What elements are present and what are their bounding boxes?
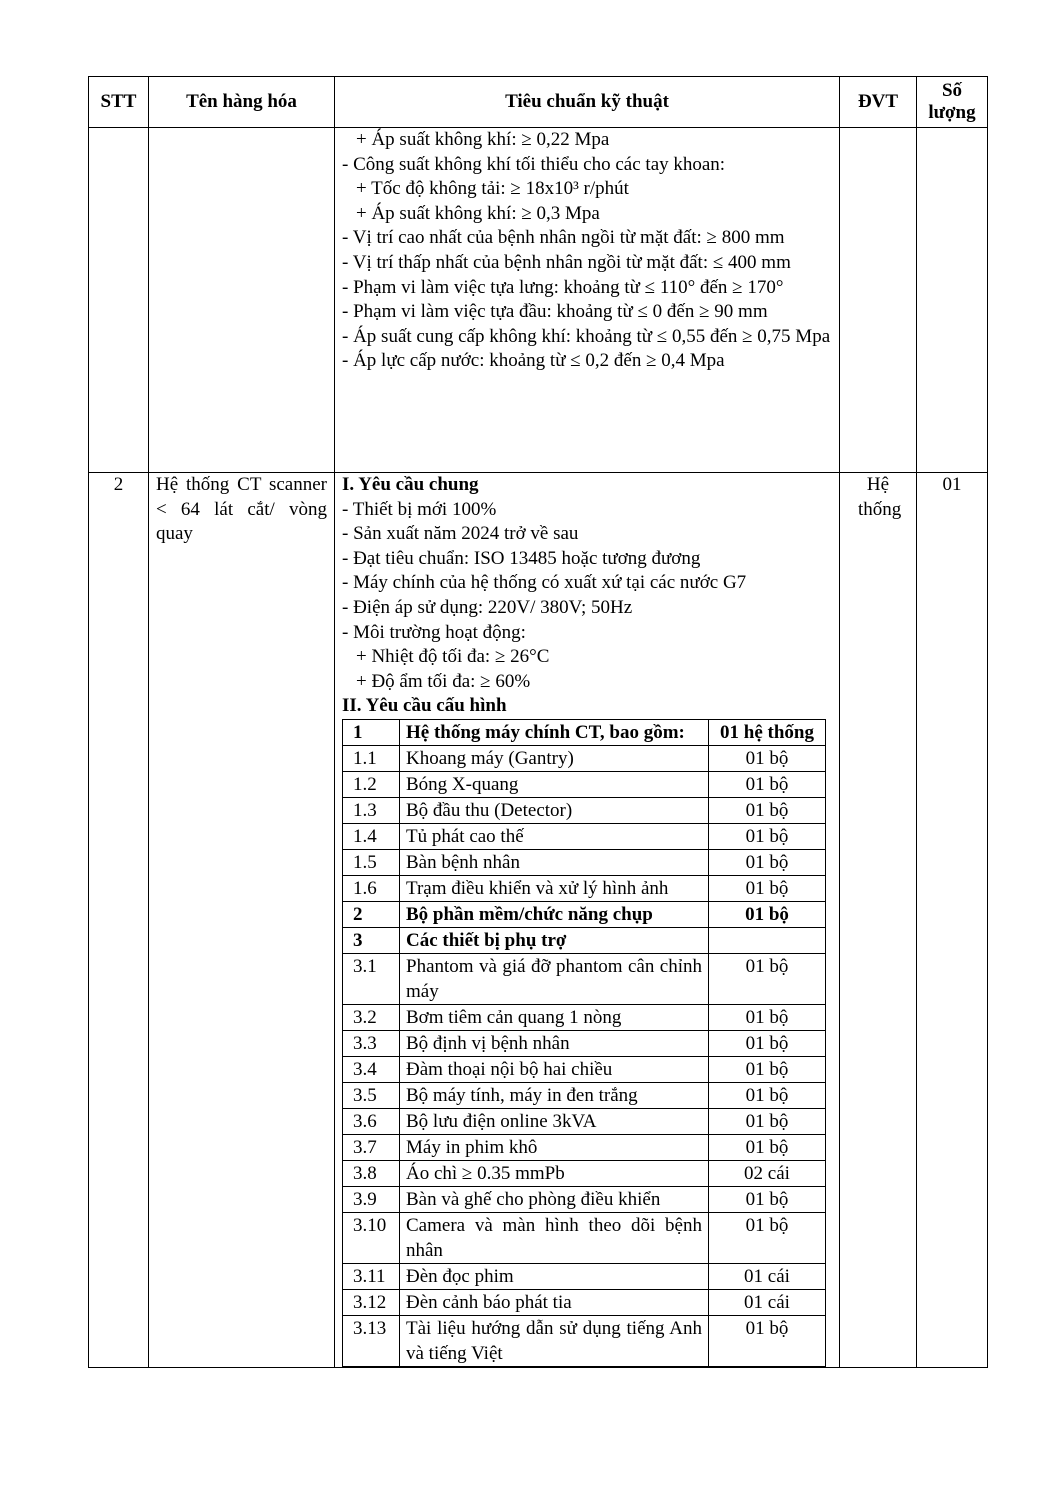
spec-line: + Độ ẩm tối đa: ≥ 60% xyxy=(356,670,531,692)
config-qty: 01 bộ xyxy=(709,771,826,797)
spec-line: - Môi trường hoạt động: xyxy=(342,621,526,643)
row2-stt: 2 xyxy=(89,473,149,1368)
config-row xyxy=(343,771,826,797)
config-row xyxy=(343,1030,826,1056)
config-item-name: Bơm tiêm cản quang 1 nòng xyxy=(400,1004,709,1030)
config-item-name: Bộ đầu thu (Detector) xyxy=(400,797,709,823)
config-qty: 01 bộ xyxy=(709,823,826,849)
spec-line: + Nhiệt độ tối đa: ≥ 26°C xyxy=(356,646,550,668)
config-num: 1 xyxy=(343,719,400,745)
spec-line: - Máy chính của hệ thống có xuất xứ tại các nước G7 xyxy=(342,572,747,594)
config-row xyxy=(343,1082,826,1108)
row1-spec xyxy=(335,128,840,473)
config-qty: 01 bộ xyxy=(709,1108,826,1134)
config-qty: 01 bộ xyxy=(709,1082,826,1108)
config-item-name: Đèn cảnh báo phát tia xyxy=(400,1289,709,1315)
config-num: 3.2 xyxy=(343,1004,400,1030)
config-item-name: Trạm điều khiển và xử lý hình ảnh xyxy=(400,875,709,901)
spec-line: - Vị trí cao nhất của bệnh nhân ngồi từ mặt đất: ≥ 800 mm xyxy=(342,227,785,249)
config-row xyxy=(343,1056,826,1082)
row2-unit xyxy=(840,473,917,1368)
config-row xyxy=(343,1134,826,1160)
config-item-name: Đèn đọc phim xyxy=(400,1263,709,1289)
config-num: 3 xyxy=(343,927,400,953)
config-item-name: Các thiết bị phụ trợ xyxy=(400,927,709,953)
spec-line: - Công suất không khí tối thiểu cho các tay khoan: xyxy=(342,153,726,175)
config-item-name: Camera và màn hình theo dõi bệnh nhân xyxy=(400,1212,709,1263)
config-row xyxy=(343,823,826,849)
spec-line: - Thiết bị mới 100% xyxy=(342,498,497,520)
row2-name-text: Hệ thống CT scanner < 64 lát cắt/ vòng quay xyxy=(156,474,327,545)
row2-name xyxy=(149,473,335,1368)
config-item-name: Bàn và ghế cho phòng điều khiển xyxy=(400,1186,709,1212)
spec-line: + Tốc độ không tải: ≥ 18x10³ r/phút xyxy=(356,178,629,200)
specification-table xyxy=(88,76,988,1368)
config-row xyxy=(343,875,826,901)
config-item-name: Bàn bệnh nhân xyxy=(400,849,709,875)
config-qty: 01 bộ xyxy=(709,797,826,823)
spec-line: - Áp lực cấp nước: khoảng từ ≤ 0,2 đến ≥ 0,4 Mpa xyxy=(342,350,725,372)
config-qty: 01 bộ xyxy=(709,1004,826,1030)
config-qty: 01 bộ xyxy=(709,745,826,771)
config-item-name: Bộ phần mềm/chức năng chụp xyxy=(400,901,709,927)
config-num: 1.3 xyxy=(343,797,400,823)
config-num: 2 xyxy=(343,901,400,927)
spec-line: - Vị trí thấp nhất của bệnh nhân ngồi từ mặt đất: ≤ 400 mm xyxy=(342,251,791,273)
config-row xyxy=(343,1263,826,1289)
table-header-row xyxy=(89,77,988,128)
config-num: 3.13 xyxy=(343,1315,400,1366)
config-item-name: Phantom và giá đỡ phantom cân chỉnh máy xyxy=(400,953,709,1004)
row2-spec xyxy=(335,473,840,1368)
config-item-name: Hệ thống máy chính CT, bao gồm: xyxy=(400,719,709,745)
config-row xyxy=(343,1289,826,1315)
config-row xyxy=(343,953,826,1004)
config-item-name: Áo chì ≥ 0.35 mmPb xyxy=(400,1160,709,1186)
config-qty: 02 cái xyxy=(709,1160,826,1186)
header-spec: Tiêu chuẩn kỹ thuật xyxy=(335,77,840,128)
section2-title: II. Yêu cầu cấu hình xyxy=(342,695,507,717)
row1-name xyxy=(149,128,335,473)
config-item-name: Tủ phát cao thế xyxy=(400,823,709,849)
config-row xyxy=(343,1315,826,1366)
config-row xyxy=(343,1108,826,1134)
config-num: 3.9 xyxy=(343,1186,400,1212)
config-num: 3.3 xyxy=(343,1030,400,1056)
config-row xyxy=(343,901,826,927)
config-qty: 01 bộ xyxy=(709,1186,826,1212)
config-qty: 01 bộ xyxy=(709,1134,826,1160)
row1-stt xyxy=(89,128,149,473)
config-item-name: Bộ định vị bệnh nhân xyxy=(400,1030,709,1056)
config-row xyxy=(343,797,826,823)
config-num: 3.7 xyxy=(343,1134,400,1160)
config-row xyxy=(343,1186,826,1212)
config-qty: 01 cái xyxy=(709,1263,826,1289)
config-qty: 01 bộ xyxy=(709,953,826,1004)
config-item-name: Bộ máy tính, máy in đen trắng xyxy=(400,1082,709,1108)
config-qty: 01 bộ xyxy=(709,849,826,875)
spec-line: + Áp suất không khí: ≥ 0,3 Mpa xyxy=(356,202,600,224)
config-num: 1.4 xyxy=(343,823,400,849)
config-qty: 01 bộ xyxy=(709,1056,826,1082)
config-qty: 01 cái xyxy=(709,1289,826,1315)
spec-line: - Phạm vi làm việc tựa lưng: khoảng từ ≤ 110° đến ≥ 170° xyxy=(342,276,784,298)
config-num: 3.11 xyxy=(343,1263,400,1289)
header-stt: STT xyxy=(89,77,149,128)
config-qty xyxy=(709,927,826,953)
config-num: 1.1 xyxy=(343,745,400,771)
config-qty: 01 bộ xyxy=(709,1212,826,1263)
config-num: 3.4 xyxy=(343,1056,400,1082)
spec-line: - Áp suất cung cấp không khí: khoảng từ ≤ 0,55 đến ≥ 0,75 Mpa xyxy=(342,325,831,347)
config-qty: 01 bộ xyxy=(709,1030,826,1056)
config-qty: 01 hệ thống xyxy=(709,719,826,745)
row1-unit xyxy=(840,128,917,473)
spec-line: - Điện áp sử dụng: 220V/ 380V; 50Hz xyxy=(342,596,633,618)
row2-qty: 01 xyxy=(917,473,988,1368)
config-item-name: Máy in phim khô xyxy=(400,1134,709,1160)
config-num: 3.8 xyxy=(343,1160,400,1186)
spec-line: - Phạm vi làm việc tựa đầu: khoảng từ ≤ 0 đến ≥ 90 mm xyxy=(342,301,768,323)
config-item-name: Bộ lưu điện online 3kVA xyxy=(400,1108,709,1134)
spec-line: + Áp suất không khí: ≥ 0,22 Mpa xyxy=(356,129,610,150)
config-qty: 01 bộ xyxy=(709,875,826,901)
config-num: 1.5 xyxy=(343,849,400,875)
config-num: 3.1 xyxy=(343,953,400,1004)
row2-unit-text: Hệ thống xyxy=(858,474,902,520)
config-row xyxy=(343,745,826,771)
config-row xyxy=(343,849,826,875)
config-row xyxy=(343,719,826,745)
config-num: 1.6 xyxy=(343,875,400,901)
config-num: 1.2 xyxy=(343,771,400,797)
config-row xyxy=(343,1004,826,1030)
header-unit: ĐVT xyxy=(840,77,917,128)
config-num: 3.6 xyxy=(343,1108,400,1134)
config-item-name: Khoang máy (Gantry) xyxy=(400,745,709,771)
config-table xyxy=(342,719,826,1367)
table-row-ct-scanner xyxy=(89,473,988,1368)
config-item-name: Bóng X-quang xyxy=(400,771,709,797)
config-num: 3.10 xyxy=(343,1212,400,1263)
config-row xyxy=(343,1212,826,1263)
header-qty: Số lượng xyxy=(917,77,988,128)
spec-line: - Sản xuất năm 2024 trở về sau xyxy=(342,523,579,545)
header-name: Tên hàng hóa xyxy=(149,77,335,128)
config-row xyxy=(343,1160,826,1186)
section1-title: I. Yêu cầu chung xyxy=(342,474,479,495)
config-qty: 01 bộ xyxy=(709,1315,826,1366)
config-num: 3.12 xyxy=(343,1289,400,1315)
config-qty: 01 bộ xyxy=(709,901,826,927)
config-row xyxy=(343,927,826,953)
table-row-continuation xyxy=(89,128,988,473)
config-num: 3.5 xyxy=(343,1082,400,1108)
spec-line: - Đạt tiêu chuẩn: ISO 13485 hoặc tương đương xyxy=(342,547,701,569)
row1-qty xyxy=(917,128,988,473)
config-item-name: Tài liệu hướng dẫn sử dụng tiếng Anh và tiếng Việt xyxy=(400,1315,709,1366)
config-item-name: Đàm thoại nội bộ hai chiều xyxy=(400,1056,709,1082)
